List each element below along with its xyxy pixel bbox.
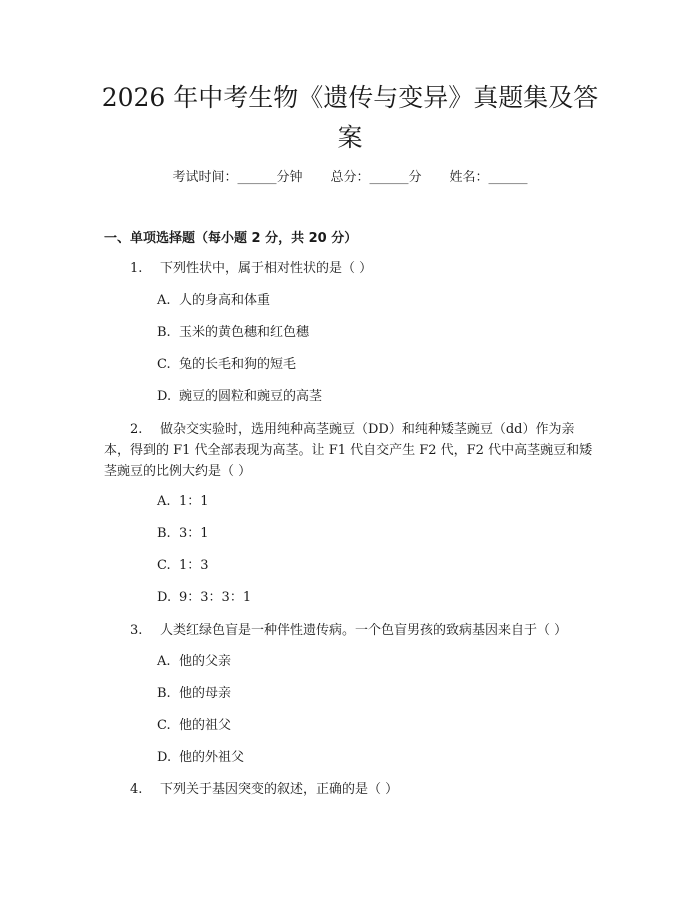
question-text: 下列关于基因突变的叙述，正确的是（ ） [160, 782, 399, 797]
option-text: 他的父亲 [179, 654, 232, 669]
question-number: 2. [130, 422, 143, 437]
question-text: 做杂交实验时，选用纯种高茎豌豆（DD）和纯种矮茎豌豆（dd）作为亲本，得到的 F1 代全部表现为高茎。让 F1 代自交产生 F2 代，F2 代中高茎豌豆和矮茎豌豆的比例大约是（ ） [104, 422, 593, 479]
option-text: 他的外祖父 [179, 750, 245, 765]
option-2d [157, 589, 251, 607]
option-2c [157, 557, 209, 575]
exam-meta [0, 169, 700, 187]
page-title: 2026 年中考生物《遗传与变异》真题集及答案 [101, 83, 599, 152]
exam-time-label: 考试时间：______分钟 [172, 170, 303, 185]
option-letter: B. [157, 526, 171, 541]
option-text: 他的母亲 [179, 686, 232, 701]
option-letter: D. [157, 750, 172, 765]
question-1 [104, 258, 594, 279]
question-number: 3. [130, 623, 143, 638]
option-text: 豌豆的圆粒和豌豆的高茎 [179, 389, 323, 404]
option-text: 人的身高和体重 [179, 293, 271, 308]
option-letter: C. [157, 718, 171, 733]
question-text: 人类红绿色盲是一种伴性遗传病。一个色盲男孩的致病基因来自于（ ） [160, 623, 568, 638]
option-letter: D. [157, 590, 172, 605]
option-text: 玉米的黄色穗和红色穗 [179, 325, 310, 340]
question-3 [104, 620, 594, 641]
option-text: 1：3 [179, 558, 209, 573]
option-letter: A. [157, 494, 171, 509]
option-3a [157, 653, 231, 671]
name-label: 姓名：______ [449, 170, 528, 185]
question-4 [104, 779, 594, 800]
option-text: 1：1 [179, 494, 209, 509]
option-text: 他的祖父 [179, 718, 232, 733]
option-1d [157, 388, 322, 406]
option-text: 兔的长毛和狗的短毛 [179, 357, 297, 372]
option-letter: D. [157, 389, 172, 404]
option-1c [157, 356, 296, 374]
question-2 [104, 419, 594, 482]
option-text: 3：1 [179, 526, 209, 541]
option-1a [157, 292, 270, 310]
option-3b [157, 685, 231, 703]
option-2a [157, 493, 209, 511]
option-letter: C. [157, 558, 171, 573]
option-letter: B. [157, 686, 171, 701]
question-text: 下列性状中，属于相对性状的是（ ） [160, 261, 373, 276]
total-score-label: 总分：______分 [330, 170, 422, 185]
option-letter: C. [157, 357, 171, 372]
option-3d [157, 749, 244, 767]
section-heading: 一、单项选择题（每小题 2 分，共 20 分） [104, 231, 358, 246]
option-letter: B. [157, 325, 171, 340]
option-letter: A. [157, 654, 171, 669]
option-letter: A. [157, 293, 171, 308]
question-number: 4. [130, 782, 143, 797]
option-text: 9：3：3：1 [179, 590, 252, 605]
option-3c [157, 717, 231, 735]
question-number: 1. [130, 261, 143, 276]
option-1b [157, 324, 309, 342]
option-2b [157, 525, 209, 543]
